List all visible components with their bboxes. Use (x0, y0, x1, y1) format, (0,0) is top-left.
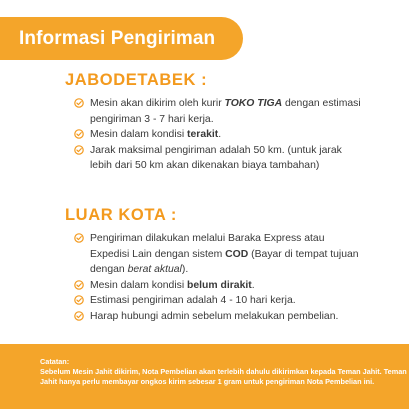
check-circle-icon (74, 98, 84, 108)
list-item (74, 127, 365, 143)
title-banner (0, 17, 243, 60)
item-text: dengan estimasi pengiriman 3 - 7 hari kerja. (90, 98, 361, 125)
page-title: Informasi Pengiriman (19, 27, 216, 49)
check-circle-icon (74, 129, 84, 139)
check-circle-icon (74, 311, 84, 321)
item-text: Pengiriman dilakukan melalui Baraka Express atau Expedisi Lain dengan sistem (90, 233, 325, 260)
item-text: ). (181, 264, 189, 276)
luar-kota-section (65, 205, 365, 325)
jabodetabek-heading: JABODETABEK : (65, 71, 208, 89)
check-circle-icon (74, 280, 84, 290)
list-item (74, 231, 365, 278)
list-item (74, 293, 365, 309)
list-item (74, 143, 365, 174)
item-text: (Bayar di tempat tujuan dengan (90, 248, 359, 276)
condition-value: terakit (187, 129, 219, 141)
footer-text: Sebelum Mesin Jahit dikirim, Nota Pembelian akan terlebih dahulu dikirimkan kepada Teman Jahit. Teman Jahit hanya perlu membayar ongkos kirim sebesar 1 gram untuk pengiriman Nota Pembelian ini. (40, 367, 407, 386)
item-text: Mesin akan dikirim oleh kurir (90, 98, 225, 109)
footer-label: Catatan: (40, 357, 70, 366)
actual-weight-label: berat aktual (127, 264, 182, 276)
list-item (74, 96, 365, 127)
courier-name: TOKO TIGA (224, 98, 283, 109)
check-circle-icon (74, 233, 84, 243)
jabodetabek-section (65, 70, 365, 174)
check-circle-icon (74, 295, 84, 305)
item-text: Mesin dalam kondisi (90, 279, 188, 291)
luar-kota-list (65, 231, 365, 325)
footer-note (0, 344, 409, 409)
item-text: . (218, 129, 222, 141)
check-circle-icon (74, 145, 84, 155)
luar-kota-heading: LUAR KOTA : (65, 206, 177, 224)
list-item (74, 309, 365, 325)
cod-label: COD (225, 248, 249, 260)
list-item (74, 278, 365, 294)
item-text: . (251, 279, 255, 291)
jabodetabek-list (65, 96, 365, 174)
item-text: Jarak maksimal pengiriman adalah 50 km. (untuk jarak lebih dari 50 km akan dikenakan biaya tambahan) (90, 144, 342, 172)
item-text: Mesin dalam kondisi (90, 129, 188, 141)
item-text: Harap hubungi admin sebelum melakukan pembelian. (90, 310, 339, 322)
condition-value: belum dirakit (187, 279, 252, 291)
item-text: Estimasi pengiriman adalah 4 - 10 hari kerja. (90, 295, 296, 307)
